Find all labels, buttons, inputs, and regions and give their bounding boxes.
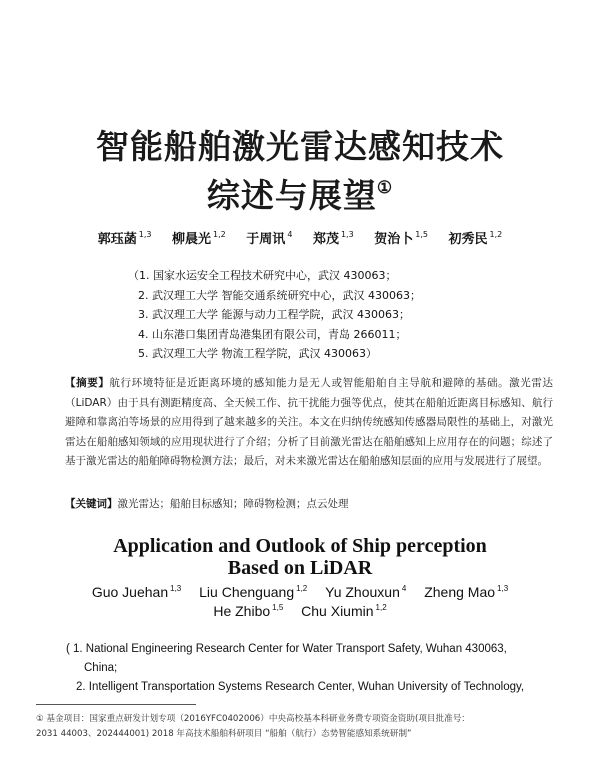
title-en-line2: Based on LiDAR bbox=[227, 557, 373, 579]
affiliation-cn: 2. 武汉理工大学 智能交通系统研究中心，武汉 430063； bbox=[138, 288, 421, 302]
affiliation-cn: 5. 武汉理工大学 物流工程学院，武汉 430063） bbox=[138, 347, 377, 360]
footnote-line1: ① 基金项目：国家重点研发计划专项（2016YFC0402006）中央高校基本科研业务费专项资金资助(项目批准号： bbox=[36, 714, 470, 724]
title-cn-line1: 智能船舶激光雷达感知技术 bbox=[96, 127, 504, 166]
abstract bbox=[65, 374, 553, 472]
footnote-rule bbox=[36, 704, 196, 705]
authors-en-row1 bbox=[0, 584, 600, 600]
footnote bbox=[36, 712, 566, 742]
title-footnote-mark: ① bbox=[376, 178, 394, 198]
affiliation-cn: 4. 山东港口集团青岛港集团有限公司，青岛 266011； bbox=[138, 327, 407, 341]
footnote-line2: 2031 44003、202444001) 2018 年高技术船舶科研项目 “船舶（航行）态势智能感知系统研制” bbox=[36, 729, 412, 739]
keywords bbox=[65, 495, 553, 515]
title-cn-line2 bbox=[0, 170, 600, 217]
author-cn: 柳晨光 $^{1,2}$ bbox=[172, 230, 226, 247]
author-en: Chu Xiumin $^{1,2}$ bbox=[301, 603, 387, 619]
affiliations-cn bbox=[128, 266, 421, 364]
affiliation-en: ( 1. National Engineering Research Center for Water Transport Safety, Wuhan 430063, bbox=[66, 643, 507, 655]
author-en: Zheng Mao $^{1,3}$ bbox=[424, 584, 509, 600]
abstract-text: 航行环境特征是近距离环境的感知能力是无人或智能船舶自主导航和避障的基础。激光雷达（LiDAR）由于具有测距精度高、全天候工作、抗干扰能力强等优点，使其在船舶近距离目标感知、航行避障和靠离泊等场景的应用得到了越来越多的关注。本文在归纳传统感知传感器局限性的基础上，对激光雷达在船舶感知领域的应用现状进行了介绍；分析了目前激光雷达在船舶感知上应用存在的问题；综述了基于激光雷达的船舶障碍物检测方法；最后，对未来激光雷达在船舶感知层面的应用与发展进行了展望。 bbox=[65, 377, 554, 468]
author-en: He Zhibo $^{1,5}$ bbox=[213, 603, 284, 619]
author-cn: 郑茂 $^{1,3}$ bbox=[312, 230, 354, 247]
keywords-text: 激光雷达；船舶目标感知；障碍物检测；点云处理 bbox=[117, 498, 349, 510]
affiliation-en: China; bbox=[84, 662, 118, 674]
affiliations-en bbox=[66, 640, 546, 697]
author-cn: 于周讯 $^4$ bbox=[246, 230, 293, 247]
author-en: Yu Zhouxun $^4$ bbox=[325, 584, 407, 600]
authors-en-row2 bbox=[0, 603, 600, 619]
affiliation-cn: （1. 国家水运安全工程技术研究中心，武汉 430063； bbox=[128, 269, 397, 282]
author-cn: 郭珏菡 $^{1,3}$ bbox=[97, 230, 152, 247]
authors-cn bbox=[0, 228, 600, 247]
title-en-line1: Application and Outlook of Ship perception bbox=[113, 535, 487, 557]
title-cn-line2-text: 综述与展望 bbox=[206, 176, 377, 215]
affiliation-cn: 3. 武汉理工大学 能源与动力工程学院，武汉 430063； bbox=[138, 308, 410, 321]
keywords-label: 【关键词】 bbox=[65, 498, 118, 510]
author-en: Liu Chenguang $^{1,2}$ bbox=[199, 584, 308, 600]
author-cn: 贺治卜 $^{1,5}$ bbox=[374, 230, 428, 247]
affiliation-en: 2. Intelligent Transportation Systems Research Center, Wuhan University of Technology, bbox=[76, 681, 525, 693]
abstract-label: 【摘要】 bbox=[65, 377, 110, 389]
author-en: Guo Juehan $^{1,3}$ bbox=[91, 584, 182, 600]
author-cn: 初秀民 $^{1,2}$ bbox=[448, 230, 503, 247]
